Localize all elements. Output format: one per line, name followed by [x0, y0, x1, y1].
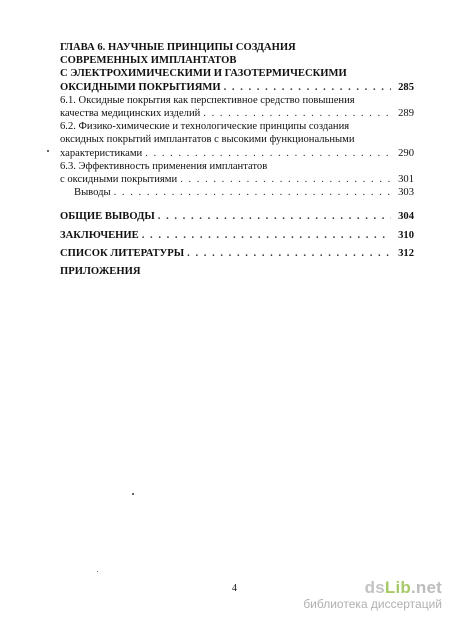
watermark	[303, 579, 442, 611]
leader-dots	[203, 107, 391, 120]
toc-entry-chapter6[interactable]	[60, 81, 414, 94]
toc-entry-label: ОБЩИЕ ВЫВОДЫ	[60, 211, 155, 223]
table-of-contents	[60, 41, 414, 278]
toc-page-number: 310	[398, 229, 414, 241]
toc-entry-label: с оксидными покрытиями	[60, 174, 178, 186]
toc-entry-6-2[interactable]	[60, 147, 414, 160]
toc-entry-general-conclusions[interactable]	[60, 210, 414, 223]
scan-speck	[47, 150, 49, 152]
toc-entry-appendices[interactable]: ПРИЛОЖЕНИЯ	[60, 266, 141, 278]
toc-page-number: 312	[398, 247, 414, 259]
toc-entry-6-3[interactable]	[60, 173, 414, 186]
toc-page-number: 304	[398, 211, 414, 223]
leader-dots	[180, 173, 391, 186]
leader-dots	[224, 81, 391, 94]
toc-entry-references[interactable]	[60, 247, 414, 260]
spacer	[60, 199, 414, 210]
scan-speck	[132, 493, 134, 495]
toc-entry-label: Выводы	[74, 187, 111, 199]
leader-dots	[158, 210, 391, 223]
toc-entry-label: качества медицинских изделий	[60, 108, 201, 120]
toc-entry-label: ОКСИДНЫМИ ПОКРЫТИЯМИ	[60, 81, 221, 93]
chapter6-title-line-1: ГЛАВА 6. НАУЧНЫЕ ПРИНЦИПЫ СОЗДАНИЯ	[60, 42, 296, 53]
toc-entry-6-3-line-1[interactable]: 6.3. Эффективность применения имплантатов	[60, 160, 268, 172]
watermark-logo-lib: Lib	[384, 578, 411, 597]
watermark-subtitle: библиотека диссертаций	[303, 597, 442, 611]
toc-entry-label: СПИСОК ЛИТЕРАТУРЫ	[60, 247, 185, 259]
watermark-logo-net: .net	[410, 578, 442, 597]
toc-entry-chapter-conclusions[interactable]	[60, 186, 414, 199]
toc-page-number: 301	[398, 174, 414, 186]
toc-entry-label: ЗАКЛЮЧЕНИЕ	[60, 229, 139, 241]
chapter6-title-line-3: С ЭЛЕКТРОХИМИЧЕСКИМИ И ГАЗОТЕРМИЧЕСКИМИ	[60, 68, 347, 80]
chapter6-title-line-2: СОВРЕМЕННЫХ ИМПЛАНТАТОВ	[60, 55, 237, 67]
page-number: 4	[232, 583, 237, 594]
toc-entry-6-2-line-1[interactable]: 6.2. Физико-химические и технологические принципы создания	[60, 121, 350, 133]
toc-page-number: 290	[398, 147, 414, 159]
scan-speck	[97, 571, 98, 572]
toc-page-number: 303	[398, 187, 414, 199]
leader-dots	[142, 229, 391, 242]
leader-dots	[187, 247, 391, 260]
toc-entry-6-2-line-2[interactable]: оксидных покрытий имплантатов с высокими функциональными	[60, 134, 355, 146]
toc-page-number: 285	[398, 81, 414, 93]
toc-page-number: 289	[398, 108, 414, 120]
toc-entry-label: характеристиками	[60, 147, 143, 159]
watermark-logo	[303, 579, 442, 597]
toc-entry-conclusion[interactable]	[60, 229, 414, 242]
leader-dots	[145, 147, 391, 160]
leader-dots	[114, 186, 391, 199]
toc-entry-6-1-line-1[interactable]: 6.1. Оксидные покрытия как перспективное средство повышения	[60, 94, 355, 106]
toc-entry-6-1[interactable]	[60, 107, 414, 120]
watermark-logo-ds: ds	[364, 578, 385, 597]
